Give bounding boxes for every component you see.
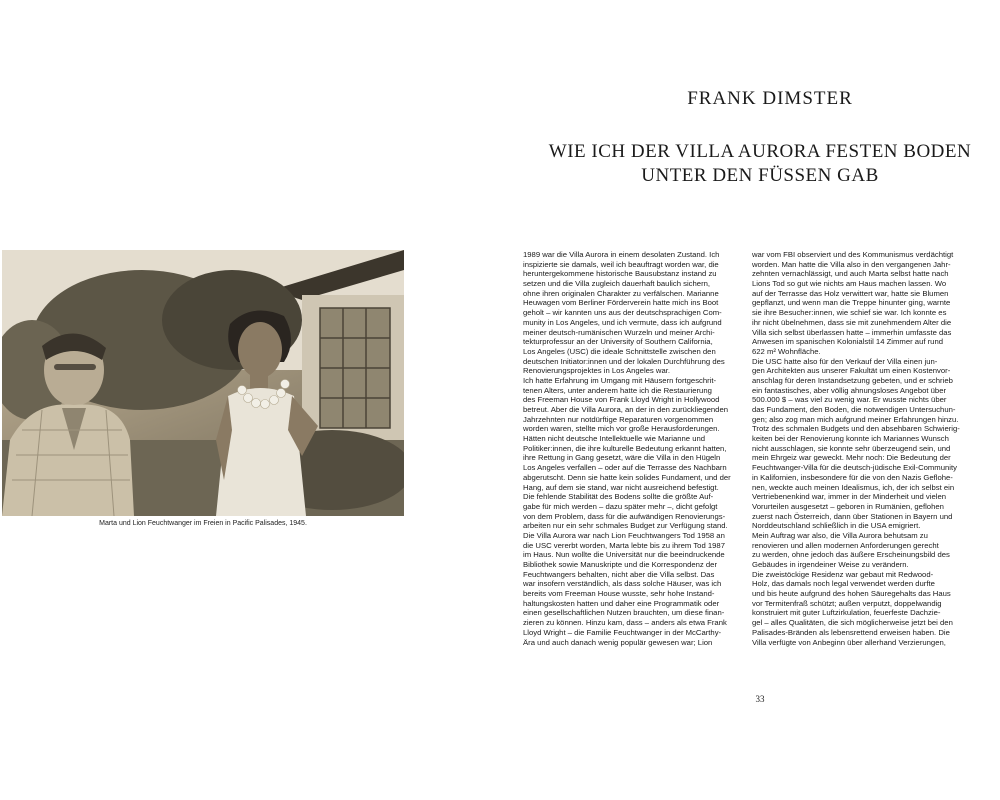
text-line: zu werden, ohne jedoch das äußere Erscheinungsbild des <box>752 550 950 560</box>
text-line: setzen und die Villa zugleich dauerhaft baulich sichern, <box>523 279 711 289</box>
text-line: war insofern verständlich, als dass solche Häuser, was ich <box>523 579 722 589</box>
text-line: Ära und auch danach wenig populär gewesen war; Lion <box>523 637 713 647</box>
text-line: worden waren, stellte mich vor große Herausforderungen. <box>523 424 720 434</box>
text-line: Die Villa Aurora war nach Lion Feuchtwangers Tod 1958 an <box>523 530 725 540</box>
text-line: Die fehlende Stabilität des Bodens sollte die größte Auf- <box>523 492 714 502</box>
article-title <box>540 140 980 188</box>
text-line: Vorurteilen ausgesetzt – geboren in Rumänien, geflohen <box>752 501 944 511</box>
text-line: Los Angeles verfallen – oder auf die Terrasse des Nachbarn <box>523 463 727 473</box>
text-line: in Kalifornien, insbesondere für die von den Nazis Geflohe- <box>752 472 953 482</box>
text-line: Norddeutschland schließlich in die USA emigriert. <box>752 521 921 531</box>
text-line: abgerutscht. Denn sie hatte kein solides Fundament, und der <box>523 472 731 482</box>
text-line: zehnten vernachlässigt, und auch Marta selbst hatte nach <box>752 269 949 279</box>
text-line: im Haus. Nun wollte die Universität nur die beeindruckende <box>523 550 725 560</box>
text-line: Los Angeles (USC) die ideale Schnittstelle zwischen den <box>523 346 716 356</box>
text-line: Mein Auftrag war also, die Villa Aurora behutsam zu <box>752 530 928 540</box>
text-line: auf der Terrasse das Holz verwittert war, hatte sie Blumen <box>752 288 949 298</box>
text-line: munity in Los Angeles, und ich vermute, dass ich aufgrund <box>523 317 722 327</box>
text-line: arbeiten nur ein sehr schmales Budget zur Verfügung stand. <box>523 521 728 531</box>
text-line: war vom FBI observiert und des Kommunismus verdächtigt <box>752 250 954 259</box>
text-line: Palisades-Bränden als lebensrettend erweisen haben. Die <box>752 627 950 637</box>
text-line: gen Architekten aus unserer Fakultät um einen Kostenvor- <box>752 366 951 376</box>
text-line: mein Ehrgeiz war geweckt. Mehr noch: Die Bedeutung der <box>752 453 951 463</box>
text-column-right <box>752 250 974 647</box>
text-line: des Freeman House von Frank Lloyd Wright in Hollywood <box>523 395 720 405</box>
text-line: 622 m² Wohnfläche. <box>752 346 821 356</box>
text-line: gepflanzt, und wenn man die Treppe hinunter ging, warnte <box>752 298 951 308</box>
author-name: FRANK DIMSTER <box>687 88 853 109</box>
text-line: vor Termitenfraß schützt; außen verputzt, doppelwandig <box>752 598 942 608</box>
text-line: renovieren und allen modernen Anforderungen gerecht <box>752 540 939 550</box>
text-line: ein fantastisches, aber völlig ahnungsloses Angebot über <box>752 385 947 395</box>
text-line: sie ihre Besucher:innen, wie schief sie war. Ich konnte es <box>752 308 947 318</box>
text-line: Vertriebenenkind war, immer in der Minderheit und vielen <box>752 492 946 502</box>
text-line: Holz, das damals noch legal verwendet werden durfte <box>752 579 935 589</box>
text-line: Anwesen im spanischen Kolonialstil 14 Zimmer auf rund <box>752 337 943 347</box>
text-line: nicht ausschlagen, sie konnte sehr überzeugend sein, und <box>752 443 951 453</box>
text-line: konstruiert mit guter Luftzirkulation, feuerfeste Dachzie- <box>752 608 941 618</box>
text-line: Renovierungsprojektes in Los Angeles war. <box>523 366 671 376</box>
text-line: bereits vom Freeman House wusste, sehr hohe Instand- <box>523 589 715 599</box>
text-line: meiner deutsch-rumänischen Wurzeln und meiner Archi- <box>523 327 715 337</box>
text-line: 1989 war die Villa Aurora in einem desolaten Zustand. Ich <box>523 250 720 259</box>
text-line: Feuchtwangers behalten, nicht aber die Villa selbst. Das <box>523 569 715 579</box>
text-line: einen gesellschaftlichen Nutzen brauchten, um diese finan- <box>523 608 725 618</box>
text-line: inspizierte sie damals, weil ich beauftragt worden war, die <box>523 259 719 269</box>
text-line: Hätten nicht deutsche Intellektuelle wie Marianne und <box>523 434 706 444</box>
text-line: anschlag für deren Instandsetzung gebeten, und er schrieb <box>752 375 953 385</box>
text-line: 500.000 $ – was viel zu wenig war. Er wusste nichts über <box>752 395 947 405</box>
text-line: gen; also zog man mich aufgrund meiner Erfahrungen hinzu. <box>752 414 959 424</box>
text-line: zuerst nach Österreich, dann über Stationen in Bayern und <box>752 511 953 521</box>
text-line: Villa sich selbst überlassen hatte – immerhin umfasste das <box>752 327 952 337</box>
text-line: Hang, auf dem sie stand, war nicht ausreichend befestigt. <box>523 482 719 492</box>
text-line: zieren zu können. Hinzu kam, dass – anders als etwa Frank <box>523 618 727 628</box>
text-line: die USC vererbt worden, Marta lebte bis zu ihrem Tod 1987 <box>523 540 725 550</box>
text-column-left <box>523 250 745 647</box>
text-line: das Fundament, den Boden, die notwendigen Untersuchun- <box>752 405 956 414</box>
text-line: ohne ihren originalen Charakter zu verfälschen. Marianne <box>523 288 719 298</box>
text-line: Villa verfügte von Anbeginn über allerhand Verzierungen, <box>752 637 946 647</box>
text-line: von dem Problem, dass für die aufwändigen Renovierungs- <box>523 511 726 521</box>
text-line: tekturprofessur an der University of Southern California, <box>523 337 713 347</box>
text-line: Die zweistöckige Residenz war gebaut mit Redwood- <box>752 569 934 579</box>
text-line: ihr nicht übelnehmen, dass sie mit zunehmendem Alter die <box>752 317 952 327</box>
text-line: Heuwagen vom Berliner Förderverein hatte mich ins Boot <box>523 298 719 308</box>
text-line: Feuchtwanger-Villa für die deutsch-jüdische Exil-Community <box>752 463 957 473</box>
text-line: haltungskosten hatten und daher eine Programmatik oder <box>523 598 720 608</box>
text-line: Ich hatte Erfahrung im Umgang mit Häusern fortgeschrit- <box>523 375 717 385</box>
text-line: Lions Tod so gut wie nichts am Haus machen lassen. Wo <box>752 279 947 289</box>
text-line: und bis heute aufgrund des hohen Säuregehalts das Haus <box>752 589 951 599</box>
article-title-line: WIE ICH DER VILLA AURORA FESTEN BODEN <box>548 141 972 162</box>
text-line: Politiker:innen, die ihre kulturelle Bedeutung erkannt hatten, <box>523 443 727 453</box>
text-line: heruntergekommene historische Bausubstanz instand zu <box>523 269 717 279</box>
photo-illustration <box>2 250 404 516</box>
text-line: Die USC hatte also für den Verkauf der Villa einen jun- <box>752 356 938 366</box>
text-line: Gebäudes in irgendeiner Weise zu verändern. <box>752 560 909 569</box>
text-line: nen, weckte auch meinen Idealismus, ich, der ich selbst ein <box>752 482 955 492</box>
text-line: geholt – wir kannten uns aus der deutschsprachigen Com- <box>523 308 722 318</box>
text-line: betreut. Aber die Villa Aurora, an der in den zurückliegenden <box>523 405 728 414</box>
page-number: 33 <box>755 694 765 704</box>
text-line: deutschen Initiator:innen und der lokalen Durchführung des <box>523 356 725 366</box>
article-title-line: UNTER DEN FÜSSEN GAB <box>641 165 879 186</box>
historic-photo <box>2 250 404 516</box>
text-line: keiten bei der Renovierung konnte ich Mariannes Wunsch <box>752 434 949 444</box>
text-line: worden. Man hatte die Villa also in den vergangenen Jahr- <box>752 259 951 269</box>
text-line: gabe für mich werden – dazu später mehr –, dicht gefolgt <box>523 501 718 511</box>
text-line: Lloyd Wright – die Familie Feuchtwanger in der McCarthy- <box>523 627 722 637</box>
photo-caption: Marta und Lion Feuchtwanger im Freien in Pacific Palisades, 1945. <box>99 520 307 527</box>
text-line: Trotz des schmalen Budgets und den absehbaren Schwierig- <box>752 424 960 434</box>
text-line: ihre Rettung in Gang gesetzt, wäre die Villa in den Hügeln <box>523 453 721 463</box>
text-line: tenen Alters, unter anderem hatte ich die Restaurierung <box>523 385 712 395</box>
text-line: Jahrzehnten nur notdürftige Reparaturen vorgenommen <box>523 414 714 424</box>
text-line: gel – alles Qualitäten, die sich möglicherweise jetzt bei den <box>752 618 953 628</box>
text-line: Bibliothek sowie Manuskripte und die Korrespondenz der <box>523 560 718 569</box>
